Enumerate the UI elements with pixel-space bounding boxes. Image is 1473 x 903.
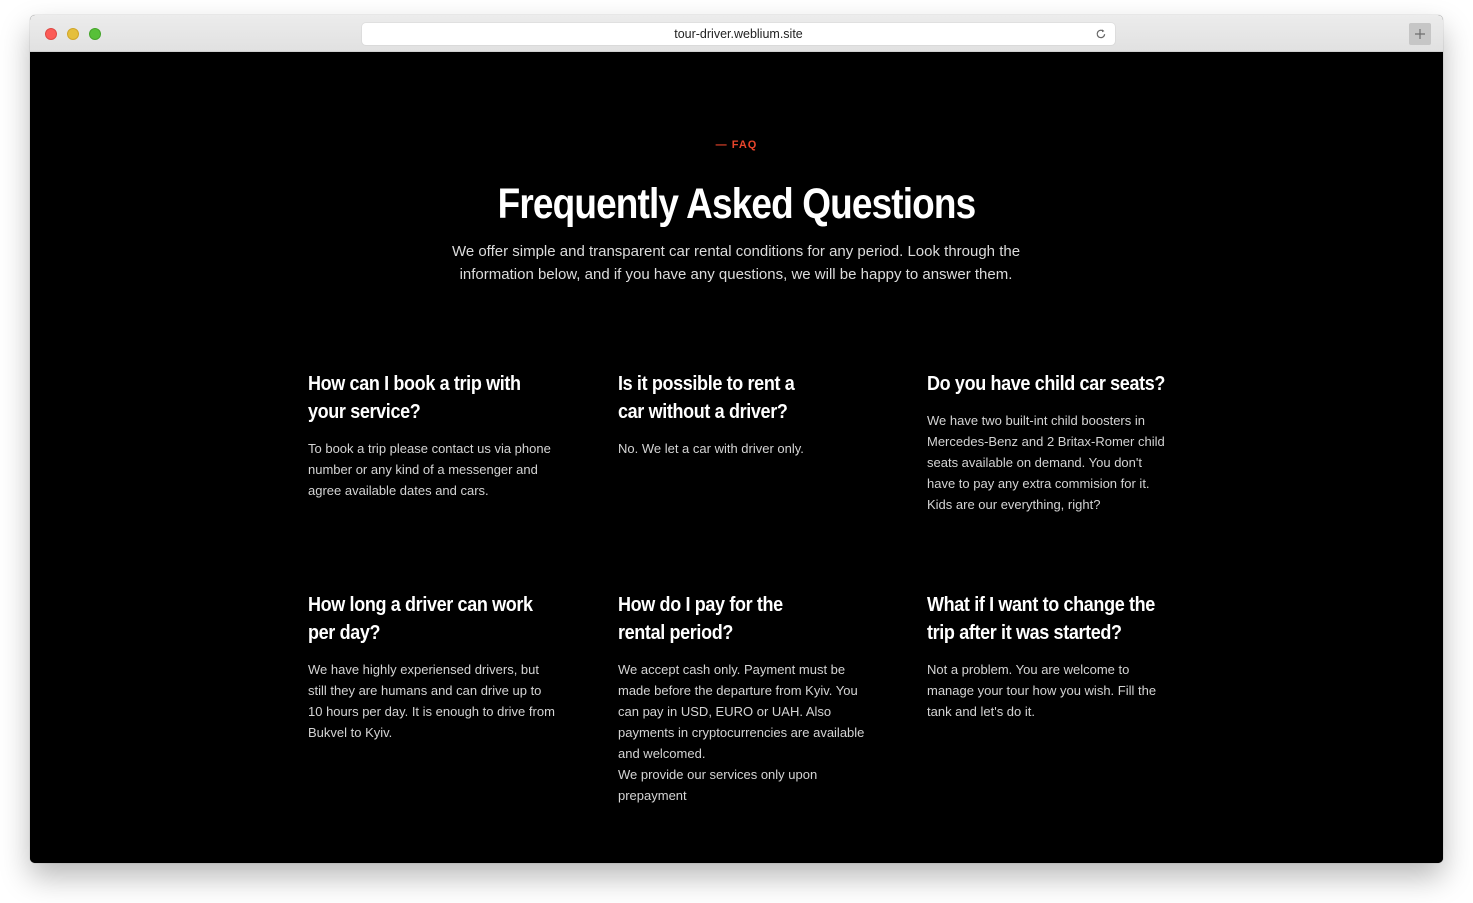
faq-question: Do you have child car seats? — [927, 373, 1166, 395]
new-tab-button[interactable] — [1409, 23, 1431, 45]
address-bar-url[interactable]: tour-driver.weblium.site — [674, 27, 803, 41]
faq-answer — [927, 410, 1167, 515]
minimize-window-button[interactable] — [67, 28, 79, 40]
zoom-window-button[interactable] — [89, 28, 101, 40]
faq-item — [618, 370, 868, 459]
faq-question: How can I book a trip with your service? — [308, 373, 521, 423]
faq-section — [30, 52, 1443, 863]
faq-answer — [308, 438, 558, 501]
faq-item — [308, 370, 558, 501]
faq-item — [927, 591, 1172, 722]
reload-icon[interactable] — [1095, 28, 1107, 40]
browser-window — [30, 15, 1443, 863]
plus-icon — [1414, 28, 1426, 40]
faq-answer-text: To book a trip please contact us via phone number or any kind of a messenger and agree available dates and cars. — [308, 441, 551, 498]
faq-answer — [618, 438, 868, 459]
faq-answer — [618, 659, 868, 806]
faq-answer-text: We have highly experiensed drivers, but still they are humans and can drive up to 10 hours per day. It is enough to drive from Bukvel to Kyiv. — [308, 662, 555, 740]
faq-answer-text: Not a problem. You are welcome to manage your tour how you wish. Fill the tank and let's do it. — [927, 662, 1157, 719]
address-bar[interactable] — [362, 23, 1115, 45]
faq-answer — [927, 659, 1172, 722]
faq-answer-text: We provide our services only upon prepayment — [618, 767, 818, 803]
faq-answer-text: We have two built-int child boosters in Mercedes-Benz and 2 Britax-Romer child seats available on demand. You don't have to pay any extra commision for it. Kids are our everything, right? — [927, 413, 1165, 512]
faq-question: Is it possible to rent a car without a driver? — [618, 373, 795, 423]
faq-answer-text: We accept cash only. Payment must be made before the departure from Kyiv. You can pay in USD, EURO or UAH. Also payments in cryptocurrencies are available and welcomed. — [618, 662, 865, 761]
faq-question: What if I want to change the trip after it was started? — [927, 594, 1155, 644]
faq-item — [927, 370, 1167, 515]
faq-answer — [308, 659, 558, 743]
section-title: Frequently Asked Questions — [497, 180, 976, 228]
faq-answer-text: No. We let a car with driver only. — [618, 441, 804, 456]
faq-item — [618, 591, 868, 806]
faq-question: How long a driver can work per day? — [308, 594, 533, 644]
faq-item — [308, 591, 558, 743]
section-eyebrow: — FAQ — [715, 139, 758, 151]
browser-titlebar — [30, 15, 1443, 52]
faq-question: How do I pay for the rental period? — [618, 594, 783, 644]
close-window-button[interactable] — [45, 28, 57, 40]
section-intro: We offer simple and transparent car rental conditions for any period. Look through the information below, and if you have any questions, we will be happy to answer them. — [451, 243, 1021, 283]
